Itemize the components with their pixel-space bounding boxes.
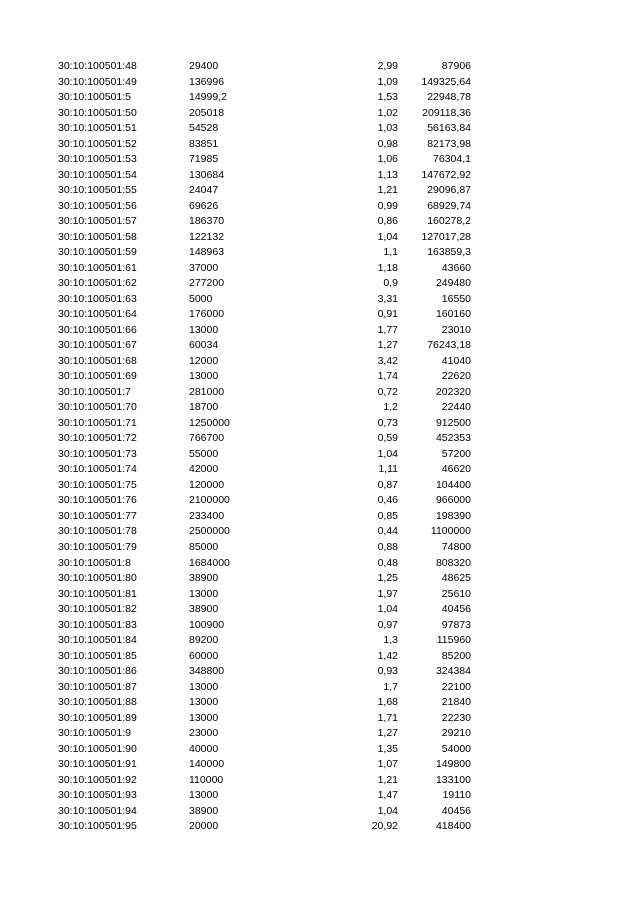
table-row [0, 121, 640, 137]
value-cell: 2500000 [189, 525, 230, 538]
table-row [0, 323, 640, 339]
table-row [0, 106, 640, 122]
coefficient-cell: 1,06 [377, 153, 398, 166]
table-row [0, 633, 640, 649]
cadastral-number-cell: 30:10:100501:88 [58, 696, 137, 709]
value-cell: 1250000 [189, 416, 230, 429]
cadastral-number-cell: 30:10:100501:8 [58, 556, 131, 569]
result-cell: 249480 [435, 277, 471, 290]
result-cell: 198390 [435, 509, 471, 522]
cadastral-number-cell: 30:10:100501:68 [58, 354, 137, 367]
coefficient-cell: 20,92 [371, 820, 398, 833]
value-cell: 136996 [189, 75, 225, 88]
table-row [0, 819, 640, 835]
result-cell: 40456 [441, 804, 471, 817]
table-row [0, 447, 640, 463]
value-cell: 13000 [189, 711, 219, 724]
cadastral-number-cell: 30:10:100501:90 [58, 742, 137, 755]
result-cell: 22948,78 [427, 91, 471, 104]
value-cell: 100900 [189, 618, 225, 631]
result-cell: 57200 [441, 447, 471, 460]
result-cell: 452353 [435, 432, 471, 445]
table-row [0, 276, 640, 292]
value-cell: 85000 [189, 540, 219, 553]
cadastral-number-cell: 30:10:100501:95 [58, 820, 137, 833]
result-cell: 68929,74 [427, 199, 471, 212]
table-row [0, 369, 640, 385]
cadastral-number-cell: 30:10:100501:54 [58, 168, 137, 181]
result-cell: 29210 [441, 727, 471, 740]
cadastral-number-cell: 30:10:100501:63 [58, 292, 137, 305]
result-cell: 133100 [435, 773, 471, 786]
table-row [0, 695, 640, 711]
coefficient-cell: 1,04 [377, 804, 398, 817]
cadastral-number-cell: 30:10:100501:59 [58, 246, 137, 259]
table-row [0, 556, 640, 572]
coefficient-cell: 2,99 [377, 60, 398, 72]
table-row [0, 462, 640, 478]
coefficient-cell: 1,07 [377, 758, 398, 771]
cadastral-number-cell: 30:10:100501:81 [58, 587, 137, 600]
table-row [0, 385, 640, 401]
cadastral-number-cell: 30:10:100501:57 [58, 215, 137, 228]
value-cell: 176000 [189, 308, 225, 321]
table-row [0, 230, 640, 246]
table-row [0, 354, 640, 370]
value-cell: 5000 [189, 292, 213, 305]
table-row [0, 431, 640, 447]
coefficient-cell: 3,31 [377, 292, 398, 305]
table-row [0, 742, 640, 758]
coefficient-cell: 1,3 [383, 634, 398, 647]
cadastral-number-cell: 30:10:100501:78 [58, 525, 137, 538]
result-cell: 87906 [441, 60, 471, 72]
value-cell: 13000 [189, 370, 219, 383]
result-cell: 82173,98 [427, 137, 471, 150]
coefficient-cell: 1,25 [377, 572, 398, 585]
value-cell: 69626 [189, 199, 219, 212]
table-row [0, 152, 640, 168]
table-row [0, 804, 640, 820]
result-cell: 160160 [435, 308, 471, 321]
coefficient-cell: 0,73 [377, 416, 398, 429]
coefficient-cell: 0,46 [377, 494, 398, 507]
cadastral-number-cell: 30:10:100501:55 [58, 184, 137, 197]
cadastral-number-cell: 30:10:100501:92 [58, 773, 137, 786]
result-cell: 104400 [435, 478, 471, 491]
result-cell: 29096,87 [427, 184, 471, 197]
cadastral-number-cell: 30:10:100501:53 [58, 153, 137, 166]
table-row [0, 649, 640, 665]
value-cell: 42000 [189, 463, 219, 476]
cadastral-number-cell: 30:10:100501:48 [58, 60, 137, 72]
result-cell: 22230 [441, 711, 471, 724]
cadastral-number-cell: 30:10:100501:93 [58, 789, 137, 802]
result-cell: 22100 [441, 680, 471, 693]
result-cell: 56163,84 [427, 122, 471, 135]
result-cell: 76304,1 [433, 153, 471, 166]
cadastral-number-cell: 30:10:100501:80 [58, 572, 137, 585]
result-cell: 85200 [441, 649, 471, 662]
value-cell: 29400 [189, 60, 219, 72]
table-row [0, 292, 640, 308]
value-cell: 89200 [189, 634, 219, 647]
value-cell: 186370 [189, 215, 225, 228]
value-cell: 277200 [189, 277, 225, 290]
table-row [0, 199, 640, 215]
table-row [0, 338, 640, 354]
result-cell: 324384 [435, 665, 471, 678]
coefficient-cell: 1,04 [377, 603, 398, 616]
value-cell: 13000 [189, 789, 219, 802]
value-cell: 140000 [189, 758, 225, 771]
value-cell: 13000 [189, 680, 219, 693]
table-row [0, 540, 640, 556]
coefficient-cell: 1,21 [377, 184, 398, 197]
result-cell: 46620 [441, 463, 471, 476]
cadastral-number-cell: 30:10:100501:76 [58, 494, 137, 507]
value-cell: 122132 [189, 230, 225, 243]
coefficient-cell: 0,86 [377, 215, 398, 228]
table-row [0, 59, 640, 75]
result-cell: 966000 [435, 494, 471, 507]
result-cell: 22440 [441, 401, 471, 414]
table-row [0, 711, 640, 727]
cadastral-number-cell: 30:10:100501:87 [58, 680, 137, 693]
value-cell: 24047 [189, 184, 219, 197]
coefficient-cell: 1,47 [377, 789, 398, 802]
coefficient-cell: 1,35 [377, 742, 398, 755]
result-cell: 912500 [435, 416, 471, 429]
cadastral-number-cell: 30:10:100501:52 [58, 137, 137, 150]
value-cell: 120000 [189, 478, 225, 491]
table-row [0, 307, 640, 323]
coefficient-cell: 1,1 [383, 246, 398, 259]
result-cell: 1100000 [430, 525, 471, 538]
cadastral-number-cell: 30:10:100501:71 [58, 416, 137, 429]
value-cell: 13000 [189, 587, 219, 600]
value-cell: 71985 [189, 153, 219, 166]
result-cell: 163859,3 [427, 246, 471, 259]
result-cell: 23010 [441, 323, 471, 336]
table-row [0, 261, 640, 277]
cadastral-number-cell: 30:10:100501:74 [58, 463, 137, 476]
coefficient-cell: 1,04 [377, 230, 398, 243]
coefficient-cell: 0,88 [377, 540, 398, 553]
coefficient-cell: 0,9 [383, 277, 398, 290]
value-cell: 38900 [189, 572, 219, 585]
value-cell: 54528 [189, 122, 219, 135]
cadastral-number-cell: 30:10:100501:75 [58, 478, 137, 491]
value-cell: 2100000 [189, 494, 230, 507]
coefficient-cell: 1,04 [377, 447, 398, 460]
cadastral-number-cell: 30:10:100501:62 [58, 277, 137, 290]
coefficient-cell: 1,71 [377, 711, 398, 724]
value-cell: 13000 [189, 323, 219, 336]
cadastral-number-cell: 30:10:100501:70 [58, 401, 137, 414]
table-row [0, 773, 640, 789]
result-cell: 209118,36 [422, 106, 471, 119]
cadastral-number-cell: 30:10:100501:85 [58, 649, 137, 662]
coefficient-cell: 0,87 [377, 478, 398, 491]
value-cell: 60000 [189, 649, 219, 662]
coefficient-cell: 1,7 [383, 680, 398, 693]
value-cell: 38900 [189, 603, 219, 616]
result-cell: 48625 [441, 572, 471, 585]
result-cell: 54000 [441, 742, 471, 755]
table-row [0, 90, 640, 106]
table-row [0, 478, 640, 494]
table-row [0, 183, 640, 199]
value-cell: 148963 [189, 246, 225, 259]
cadastral-number-cell: 30:10:100501:7 [58, 385, 131, 398]
coefficient-cell: 1,68 [377, 696, 398, 709]
result-cell: 202320 [435, 385, 471, 398]
result-cell: 97873 [441, 618, 471, 631]
table-row [0, 214, 640, 230]
coefficient-cell: 1,53 [377, 91, 398, 104]
value-cell: 348800 [189, 665, 225, 678]
result-cell: 808320 [435, 556, 471, 569]
value-cell: 281000 [189, 385, 225, 398]
result-cell: 149325,64 [421, 75, 471, 88]
cadastral-number-cell: 30:10:100501:86 [58, 665, 137, 678]
value-cell: 1684000 [189, 556, 230, 569]
table-row [0, 602, 640, 618]
table-row [0, 416, 640, 432]
table-row [0, 618, 640, 634]
table-row [0, 571, 640, 587]
coefficient-cell: 1,42 [377, 649, 398, 662]
table-row [0, 245, 640, 261]
value-cell: 205018 [189, 106, 225, 119]
value-cell: 12000 [189, 354, 219, 367]
value-cell: 40000 [189, 742, 219, 755]
cadastral-number-cell: 30:10:100501:72 [58, 432, 137, 445]
value-cell: 23000 [189, 727, 219, 740]
cadastral-number-cell: 30:10:100501:67 [58, 339, 137, 352]
cadastral-number-cell: 30:10:100501:79 [58, 540, 137, 553]
cadastral-number-cell: 30:10:100501:56 [58, 199, 137, 212]
value-cell: 766700 [189, 432, 225, 445]
result-cell: 76243,18 [427, 339, 471, 352]
cadastral-number-cell: 30:10:100501:64 [58, 308, 137, 321]
coefficient-cell: 1,97 [377, 587, 398, 600]
result-cell: 115960 [436, 634, 471, 647]
value-cell: 13000 [189, 696, 219, 709]
result-cell: 22620 [441, 370, 471, 383]
coefficient-cell: 0,93 [377, 665, 398, 678]
cadastral-number-cell: 30:10:100501:83 [58, 618, 137, 631]
cadastral-number-cell: 30:10:100501:73 [58, 447, 137, 460]
coefficient-cell: 0,72 [377, 385, 398, 398]
result-cell: 19110 [442, 789, 471, 802]
table-row [0, 168, 640, 184]
coefficient-cell: 1,03 [377, 122, 398, 135]
value-cell: 20000 [189, 820, 219, 833]
table-row [0, 587, 640, 603]
result-cell: 43660 [441, 261, 471, 274]
table-row [0, 137, 640, 153]
data-table [0, 59, 640, 835]
cadastral-number-cell: 30:10:100501:49 [58, 75, 137, 88]
cadastral-number-cell: 30:10:100501:50 [58, 106, 137, 119]
table-row [0, 509, 640, 525]
value-cell: 55000 [189, 447, 219, 460]
result-cell: 127017,28 [421, 230, 471, 243]
result-cell: 40456 [441, 603, 471, 616]
cadastral-number-cell: 30:10:100501:61 [58, 261, 137, 274]
cadastral-number-cell: 30:10:100501:77 [58, 509, 137, 522]
value-cell: 60034 [189, 339, 219, 352]
value-cell: 14999,2 [189, 91, 227, 104]
result-cell: 160278,2 [427, 215, 471, 228]
cadastral-number-cell: 30:10:100501:89 [58, 711, 137, 724]
cadastral-number-cell: 30:10:100501:5 [58, 91, 131, 104]
coefficient-cell: 0,44 [377, 525, 398, 538]
cadastral-number-cell: 30:10:100501:66 [58, 323, 137, 336]
coefficient-cell: 1,11 [378, 463, 398, 476]
value-cell: 18700 [189, 401, 219, 414]
value-cell: 38900 [189, 804, 219, 817]
result-cell: 16550 [441, 292, 471, 305]
table-row [0, 757, 640, 773]
cadastral-number-cell: 30:10:100501:51 [58, 122, 137, 135]
table-row [0, 664, 640, 680]
table-row [0, 524, 640, 540]
coefficient-cell: 1,02 [377, 106, 398, 119]
coefficient-cell: 1,13 [377, 168, 398, 181]
result-cell: 41040 [441, 354, 471, 367]
table-row [0, 680, 640, 696]
table-row [0, 400, 640, 416]
coefficient-cell: 1,77 [377, 323, 398, 336]
value-cell: 130684 [189, 168, 225, 181]
value-cell: 37000 [189, 261, 219, 274]
value-cell: 233400 [189, 509, 225, 522]
cadastral-number-cell: 30:10:100501:82 [58, 603, 137, 616]
coefficient-cell: 1,2 [383, 401, 398, 414]
table-row [0, 75, 640, 91]
cadastral-number-cell: 30:10:100501:58 [58, 230, 137, 243]
coefficient-cell: 0,97 [377, 618, 398, 631]
coefficient-cell: 0,85 [377, 509, 398, 522]
coefficient-cell: 1,27 [377, 727, 398, 740]
cadastral-number-cell: 30:10:100501:69 [58, 370, 137, 383]
coefficient-cell: 0,48 [377, 556, 398, 569]
coefficient-cell: 0,98 [377, 137, 398, 150]
table-row [0, 788, 640, 804]
value-cell: 83851 [189, 137, 219, 150]
coefficient-cell: 0,99 [377, 199, 398, 212]
coefficient-cell: 3,42 [377, 354, 398, 367]
cadastral-number-cell: 30:10:100501:9 [58, 727, 131, 740]
coefficient-cell: 1,74 [377, 370, 398, 383]
table-row [0, 493, 640, 509]
coefficient-cell: 0,59 [377, 432, 398, 445]
coefficient-cell: 1,09 [377, 75, 398, 88]
coefficient-cell: 1,27 [377, 339, 398, 352]
result-cell: 74800 [441, 540, 471, 553]
result-cell: 418400 [435, 820, 471, 833]
coefficient-cell: 0,91 [377, 308, 398, 321]
table-row [0, 726, 640, 742]
result-cell: 25610 [441, 587, 471, 600]
result-cell: 147672,92 [421, 168, 471, 181]
cadastral-number-cell: 30:10:100501:84 [58, 634, 137, 647]
result-cell: 149800 [435, 758, 471, 771]
coefficient-cell: 1,21 [377, 773, 398, 786]
value-cell: 110000 [189, 773, 224, 786]
result-cell: 21840 [441, 696, 471, 709]
cadastral-number-cell: 30:10:100501:91 [58, 758, 137, 771]
cadastral-number-cell: 30:10:100501:94 [58, 804, 137, 817]
coefficient-cell: 1,18 [377, 261, 398, 274]
